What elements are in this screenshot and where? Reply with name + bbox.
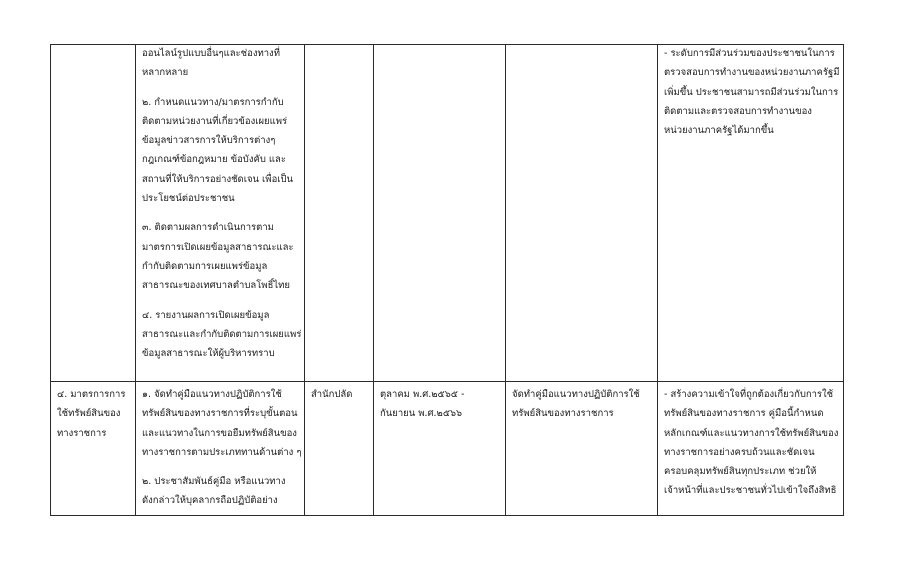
text-line: หลากหลาย [142,67,189,79]
text-line: ทรัพย์สินของทางราชการ [512,408,614,420]
text-line: ครอบคลุมทรัพย์สินทุกประเภท ช่วยให้ [664,466,817,478]
text-line: ทางราชการตามประเภททานด้านต่าง ๆ [142,446,302,458]
paragraph [142,93,302,209]
text-line: ๔. มาตรการการ [57,389,126,400]
row1-outcome-cell [664,44,842,140]
text-line: และแนวทางในการขอยืมทรัพย์สินของ [142,427,297,439]
text-line: - สร้างความเข้าใจที่ถูกต้องเกี่ยวกับการใช้ [664,389,834,400]
text-line: ทรัพย์สินของทางราชการ คู่มือนี้กำหนด [664,408,824,420]
text-line: สาธารณะของเทศบาลตำบลโพธิ์ไทย [142,280,290,292]
paragraph [142,44,302,83]
row1-activities-cell [142,44,302,373]
row2-indicator-cell [512,385,655,424]
text-line: ข้อมูลข่าวสารการให้บริการต่างๆ [142,135,276,147]
text-line: เจ้าหน้าที่และประชาชนทั่วไปเข้าใจถึงสิทธิ [664,485,837,497]
text-line: ติดตามและตรวจสอบการทำงานของ [664,105,812,117]
text-line: ๒. ประชาสัมพันธ์คู่มือ หรือแนวทาง [142,476,286,488]
text-line: ๓. ติดตามผลการดำเนินการตาม [142,222,274,234]
text-line: ๑. จัดทำคู่มือแนวทางปฏิบัติการใช้ [142,389,282,400]
row2-outcome-cell [664,385,842,501]
row2-period-cell [380,385,503,424]
text-line: หลักเกณฑ์และแนวทางการใช้ทรัพย์สินของ [664,427,839,439]
paragraph [142,472,302,511]
column-divider [135,44,136,516]
column-divider [843,44,844,516]
text-line: ทางราชการอย่างครบถ้วนและชัดเจน [664,446,815,458]
text-line: เพิ่มขึ้น ประชาชนสามารถมีส่วนร่วมในการ [664,86,839,98]
column-divider [505,44,506,516]
paragraph [142,385,302,462]
text-line: กันยายน พ.ศ.๒๕๖๖ [380,408,463,420]
text-line: ทางราชการ [57,427,107,439]
column-divider [50,44,51,516]
text-line: ๔. รายงานผลการเปิดเผยข้อมูล [142,309,270,321]
text-line: สถานที่ให้บริการอย่างชัดเจน เพื่อเป็น [142,173,294,185]
text-line: ใช้ทรัพย์สินของ [57,408,121,420]
row2-measure-cell [57,385,133,443]
row-divider [50,381,844,382]
column-divider [373,44,374,516]
text-line: ติดตามหน่วยงานที่เกี่ยวข้องเผยแพร่ [142,115,288,127]
text-line: กำกับติดตามการเผยแพร่ข้อมูล [142,260,268,272]
text-line: ประโยชน์ต่อประชาชน [142,193,235,205]
text-line: ข้อมูลสาธารณะให้ผู้บริหารทราบ [142,348,275,360]
paragraph [142,218,302,295]
text-line: ออนไลน์รูปแบบอื่นๆและช่องทางที่ [142,48,280,59]
text-line: กฎเกณฑ์ข้อกฎหมาย ข้อบังคับ และ [142,154,286,166]
text-line: ตุลาคม พ.ศ.๒๕๖๕ - [380,389,465,400]
text-line: - ระดับการมีส่วนร่วมของประชาชนในการ [664,48,835,59]
text-line: มาตรการเปิดเผยข้อมูลสาธารณะและ [142,241,294,253]
text-line: ตรวจสอบการทำงานของหน่วยงานภาครัฐมี [664,67,840,79]
text-line: หน่วยงานภาครัฐได้มากขึ้น [664,125,774,137]
row2-activities-cell [142,385,302,521]
text-line: สำนักปลัด [311,389,353,400]
paragraph [142,306,302,364]
text-line: จัดทำคู่มือแนวทางปฏิบัติการใช้ [512,389,640,400]
text-line: ทรัพย์สินของทางราชการที่ระบุขั้นตอน [142,408,298,420]
text-line: สาธารณะและกำกับติดตามการเผยแพร่ [142,328,302,340]
row2-responsible-cell [311,385,371,404]
column-divider [657,44,658,516]
text-line: ดังกล่าวให้บุคลากรถือปฏิบัติอย่าง [142,495,278,507]
column-divider [304,44,305,516]
text-line: ๒. กำหนดแนวทาง/มาตรการกำกับ [142,96,284,108]
